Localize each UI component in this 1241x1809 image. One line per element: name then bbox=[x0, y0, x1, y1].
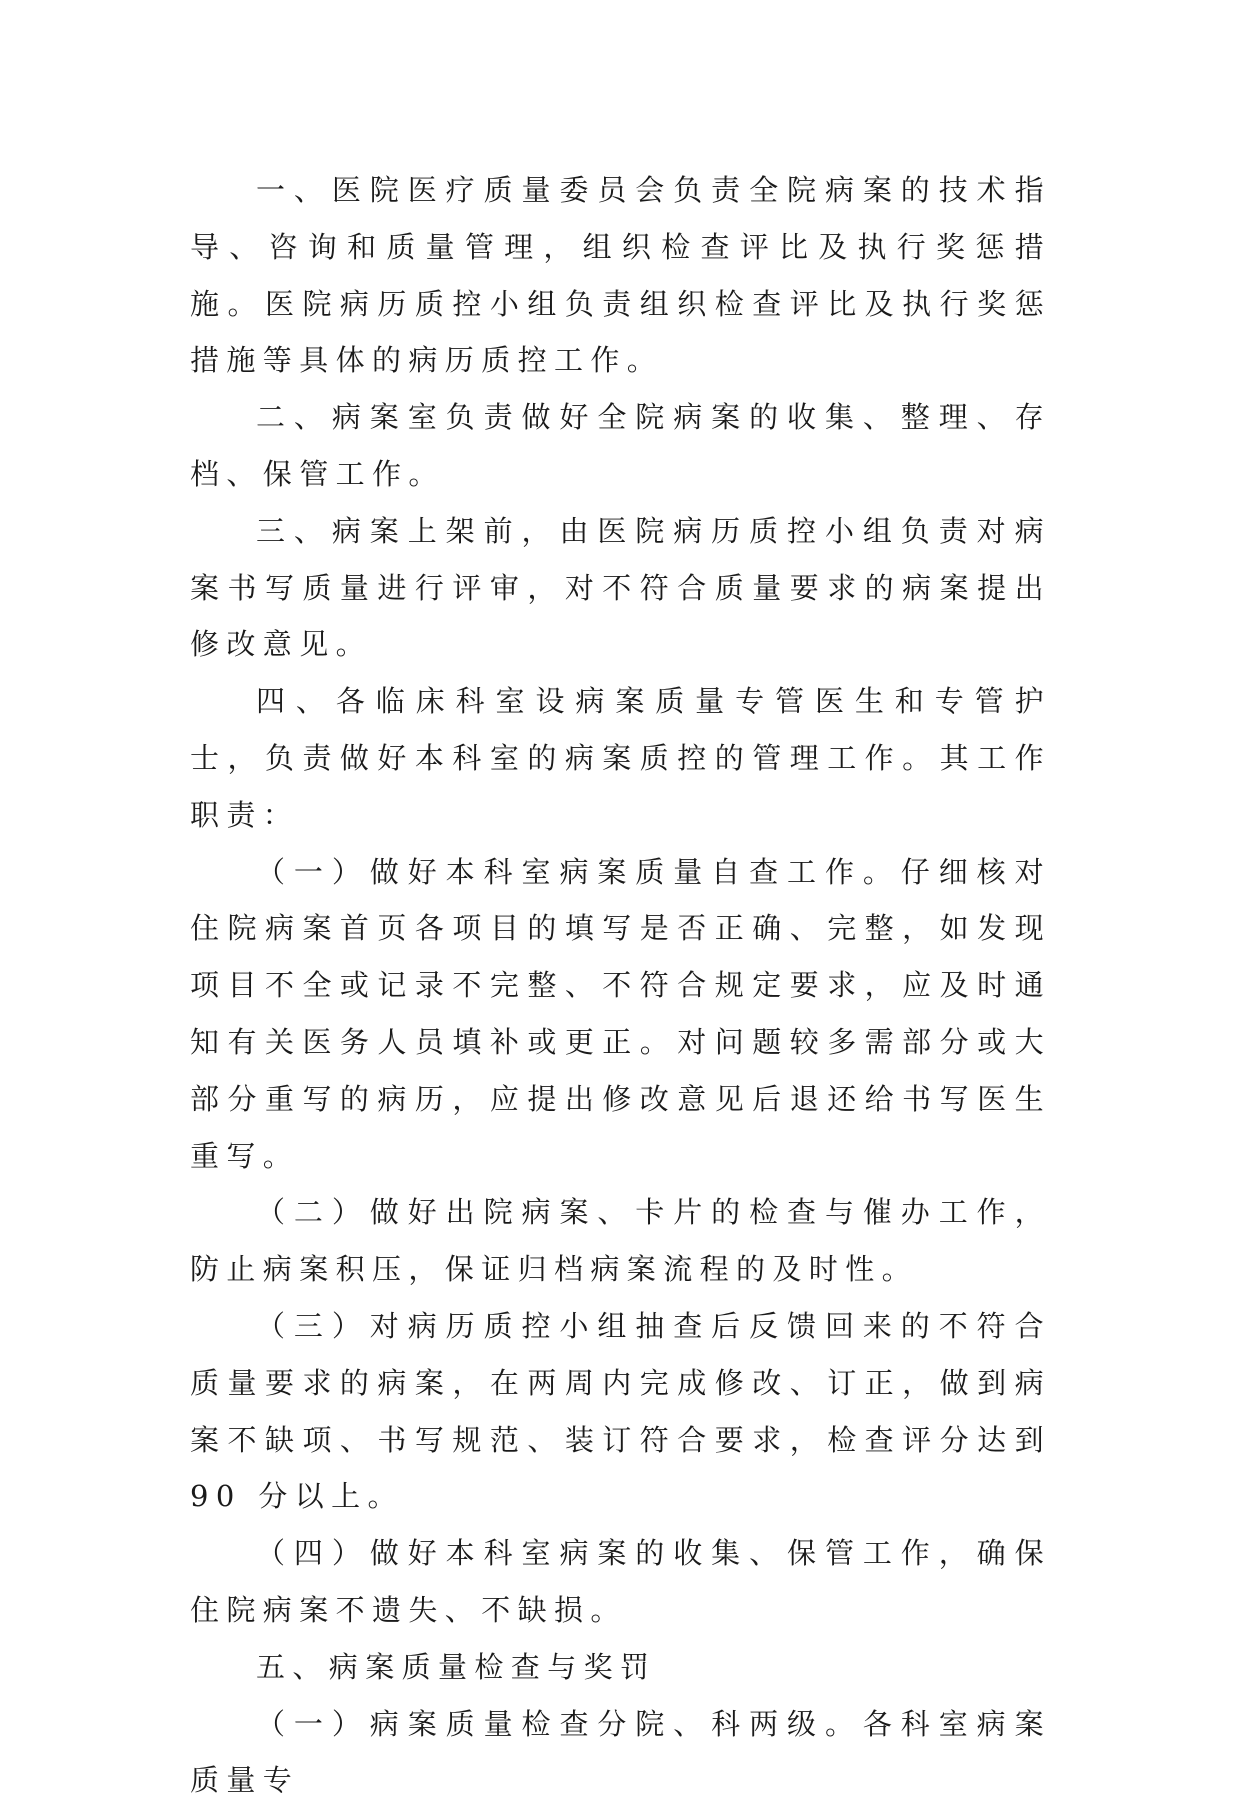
paragraph-4-item-3: （三）对病历质控小组抽查后反馈回来的不符合质量要求的病案，在两周内完成修改、订正，做到病案不缺项、书写规范、装订符合要求，检查评分达到 90 分以上。 bbox=[190, 1308, 1051, 1514]
paragraph-3: 三、病案上架前，由医院病历质控小组负责对病案书写质量进行评审，对不符合质量要求的病案提出修改意见。 bbox=[190, 513, 1051, 662]
paragraph-4-item-1: （一）做好本科室病案质量自查工作。仔细核对住院病案首页各项目的填写是否正确、完整，如发现项目不全或记录不完整、不符合规定要求，应及时通知有关医务人员填补或更正。对问题较多需部分或大部分重写的病历，应提出修改意见后退还给书写医生重写。 bbox=[190, 854, 1051, 1173]
paragraph-2: 二、病案室负责做好全院病案的收集、整理、存档、保管工作。 bbox=[190, 400, 1051, 491]
section-5-heading: 五、病案质量检查与奖罚 bbox=[256, 1649, 657, 1684]
paragraph-5-item-1: （一）病案质量检查分院、科两级。各科室病案质量专 bbox=[190, 1706, 1051, 1798]
paragraph-4-item-4: （四）做好本科室病案的收集、保管工作，确保住院病案不遗失、不缺损。 bbox=[190, 1536, 1051, 1627]
paragraph-1: 一、医院医疗质量委员会负责全院病案的技术指导、咨询和质量管理，组织检查评比及执行奖惩措施。医院病历质控小组负责组织检查评比及执行奖惩措施等具体的病历质控工作。 bbox=[190, 173, 1051, 378]
paragraph-4: 四、各临床科室设病案质量专管医生和专管护士，负责做好本科室的病案质控的管理工作。其工作职责： bbox=[190, 684, 1051, 832]
paragraph-4-item-2: （二）做好出院病案、卡片的检查与催办工作，防止病案积压，保证归档病案流程的及时性。 bbox=[190, 1195, 1051, 1287]
